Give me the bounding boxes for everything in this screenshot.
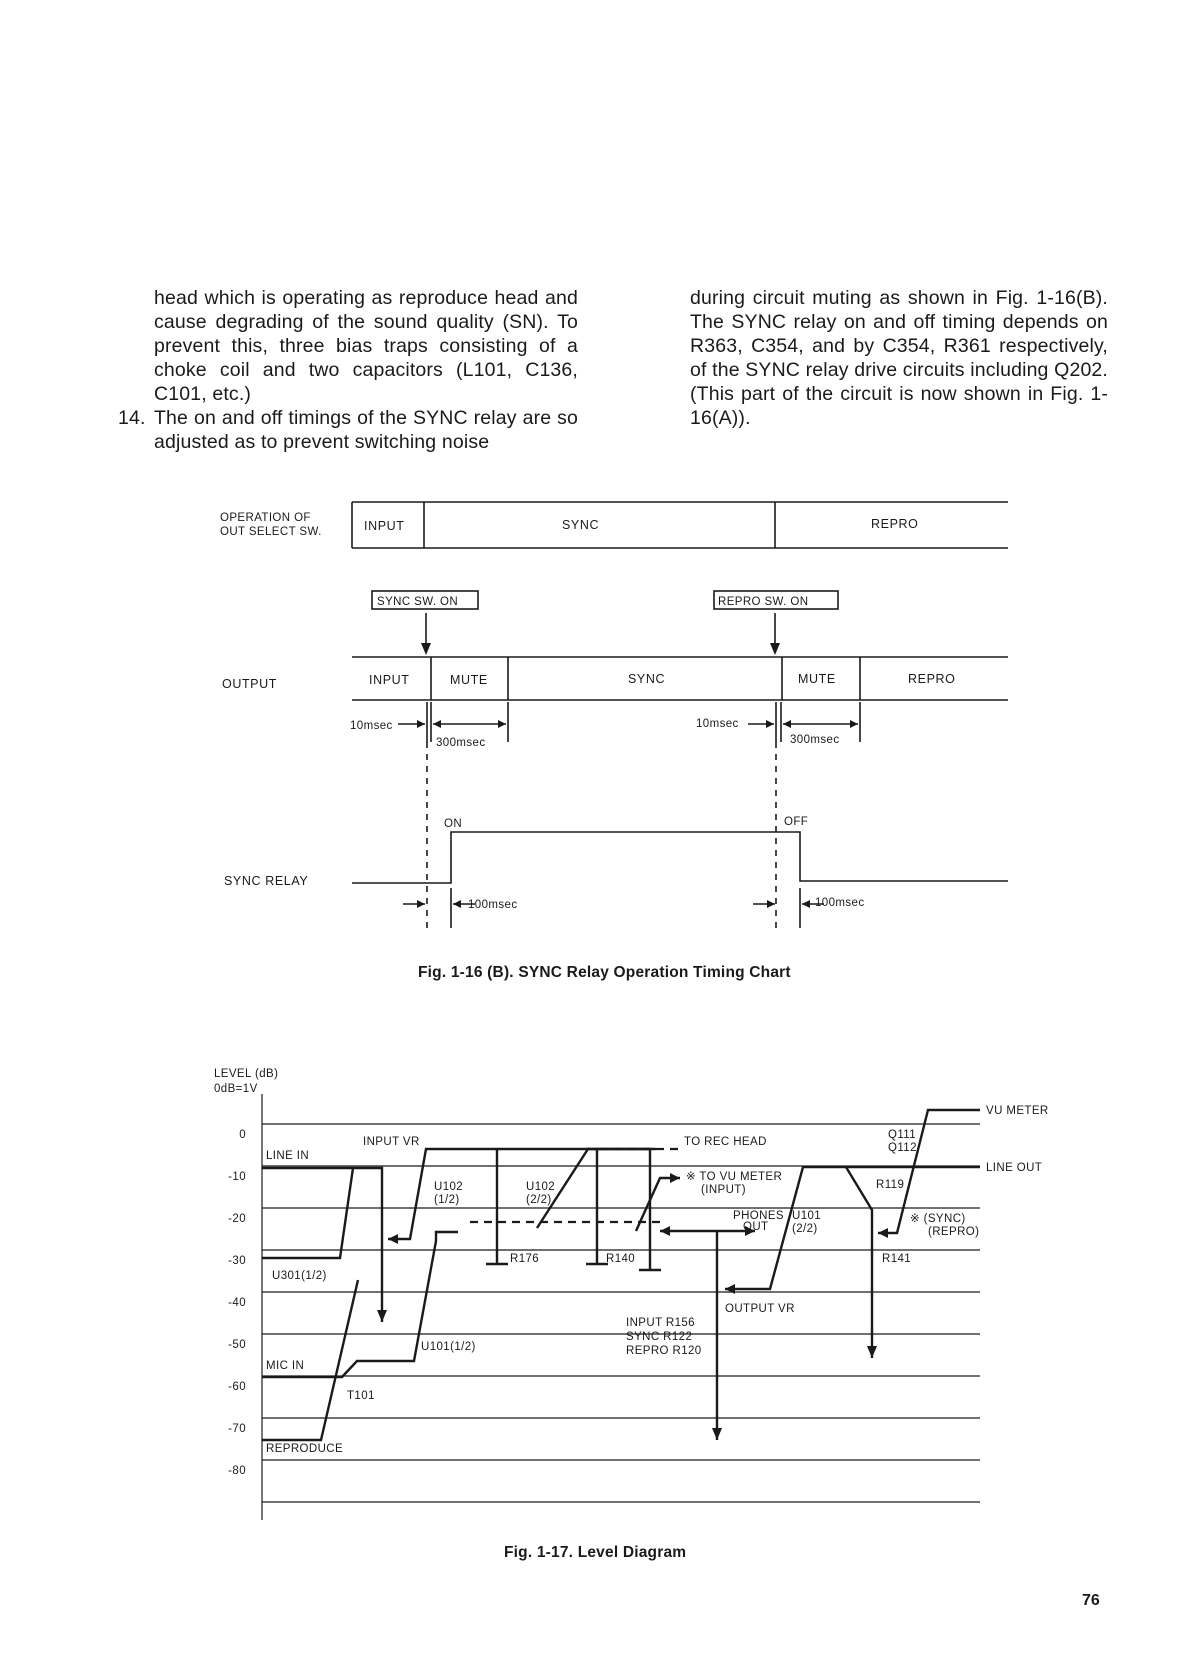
mic-in-path bbox=[262, 1232, 458, 1377]
level-tick-label: -80 bbox=[228, 1465, 246, 1477]
list-item-number: 14. bbox=[118, 407, 146, 429]
level-tick-label: -20 bbox=[228, 1213, 246, 1225]
u102-2-part: (2/2) bbox=[526, 1194, 552, 1206]
level-y-ticks bbox=[228, 1129, 246, 1477]
mute-duration-label-1: 300msec bbox=[436, 737, 486, 749]
arrow-head bbox=[878, 1228, 888, 1238]
level-axis-title-line2: 0dB=1V bbox=[214, 1083, 258, 1095]
u101-2-label: U101 bbox=[792, 1210, 822, 1222]
phones-out-sub: OUT bbox=[743, 1221, 769, 1233]
r141-label: R141 bbox=[882, 1253, 912, 1265]
delay-label-1: 10msec bbox=[350, 720, 393, 732]
relay-on-label: ON bbox=[444, 818, 463, 830]
to-vu-meter-label: ※ TO VU METER bbox=[686, 1171, 783, 1183]
output-row-label: OUTPUT bbox=[222, 677, 277, 691]
operation-cell-sync: SYNC bbox=[562, 518, 600, 532]
u102-1-label: U102 bbox=[434, 1181, 464, 1193]
input-vr-label: INPUT VR bbox=[363, 1136, 420, 1148]
dashed-signal-paths bbox=[470, 1149, 680, 1222]
q111-label: Q111 bbox=[888, 1129, 917, 1141]
level-tick-label: 0 bbox=[239, 1129, 246, 1141]
output-cell-mute-2: MUTE bbox=[798, 672, 836, 686]
t101-label: T101 bbox=[347, 1390, 375, 1402]
level-axis-title-line1: LEVEL (dB) bbox=[214, 1068, 279, 1080]
relay-delay-label-1: 100msec bbox=[468, 899, 518, 911]
operation-label-line1: OPERATION OF bbox=[220, 512, 311, 524]
arrow-head bbox=[660, 1226, 670, 1236]
u301-label: U301(1/2) bbox=[272, 1270, 327, 1282]
arrow-head bbox=[377, 1310, 387, 1322]
r140-label: R140 bbox=[606, 1253, 636, 1265]
u102-path bbox=[537, 1149, 650, 1270]
paragraph-bias-traps: head which is operating as reproduce head and cause degrading of the sound quality (SN). To prevent this, three bias traps consisting of a choke coil and two capacitors (L101, C136, C101, etc.) bbox=[154, 287, 578, 405]
phones-out-label: PHONES bbox=[733, 1210, 784, 1222]
line-in-path bbox=[262, 1168, 382, 1322]
u102-1-part: (1/2) bbox=[434, 1194, 460, 1206]
output-cell-input: INPUT bbox=[369, 673, 410, 687]
line-out-label: LINE OUT bbox=[986, 1162, 1043, 1174]
u101-1-label: U101(1/2) bbox=[421, 1341, 476, 1353]
page-number: 76 bbox=[1082, 1592, 1100, 1609]
sync-note-label: ※ (SYNC) bbox=[910, 1213, 966, 1225]
output-cell-repro: REPRO bbox=[908, 672, 956, 686]
level-tick-label: -70 bbox=[228, 1423, 246, 1435]
repro-r120-label: REPRO R120 bbox=[626, 1345, 702, 1357]
r176-label: R176 bbox=[510, 1253, 540, 1265]
line-in-label: LINE IN bbox=[266, 1150, 310, 1162]
relay-off-label: OFF bbox=[784, 816, 809, 828]
relay-delay-label-2: 100msec bbox=[815, 897, 865, 909]
arrow-head bbox=[712, 1428, 722, 1440]
arrow-head bbox=[670, 1173, 680, 1183]
level-tick-label: -10 bbox=[228, 1171, 246, 1183]
level-tick-label: -50 bbox=[228, 1339, 246, 1351]
operation-label-line2: OUT SELECT SW. bbox=[220, 526, 322, 538]
sync-switch-label: SYNC SW. ON bbox=[377, 596, 459, 608]
list-item-text: The on and off timings of the SYNC relay are so adjusted as to prevent switching noise bbox=[154, 407, 578, 453]
level-tick-label: -40 bbox=[228, 1297, 246, 1309]
figure-1-16-caption: Fig. 1-16 (B). SYNC Relay Operation Timing Chart bbox=[418, 964, 791, 981]
level-tick-label: -60 bbox=[228, 1381, 246, 1393]
operation-cell-repro: REPRO bbox=[871, 517, 919, 531]
output-cell-sync: SYNC bbox=[628, 672, 666, 686]
output-vr-label: OUTPUT VR bbox=[725, 1303, 795, 1315]
to-rec-head-label: TO REC HEAD bbox=[684, 1136, 767, 1148]
sync-r122-label: SYNC R122 bbox=[626, 1331, 693, 1343]
figure-1-17-caption: Fig. 1-17. Level Diagram bbox=[504, 1544, 687, 1561]
vu-meter-label: VU METER bbox=[986, 1105, 1049, 1117]
output-cell-mute: MUTE bbox=[450, 673, 488, 687]
mute-duration-label-2: 300msec bbox=[790, 734, 840, 746]
operation-cell-input: INPUT bbox=[364, 519, 405, 533]
q112-label: Q112 bbox=[888, 1142, 917, 1154]
delay-label-2: 10msec bbox=[696, 718, 739, 730]
u102-2-label: U102 bbox=[526, 1181, 556, 1193]
to-vu-meter-sub: (INPUT) bbox=[701, 1184, 746, 1196]
mic-in-label: MIC IN bbox=[266, 1360, 305, 1372]
input-r156-label: INPUT R156 bbox=[626, 1317, 695, 1329]
reproduce-label: REPRODUCE bbox=[266, 1443, 344, 1455]
r119-label: R119 bbox=[876, 1179, 905, 1191]
repro-switch-label: REPRO SW. ON bbox=[718, 596, 809, 608]
paragraph-sync-relay-timing: during circuit muting as shown in Fig. 1-16(B). The SYNC relay on and off timing depends on R363, C354, and by C354, R361 respectively, of the SYNC relay drive circuits including Q202. (This part of the circuit is now shown in Fig. 1-16(A)). bbox=[690, 287, 1108, 429]
r119-path bbox=[846, 1167, 872, 1358]
sync-relay-row-label: SYNC RELAY bbox=[224, 874, 309, 888]
arrow-head bbox=[867, 1346, 877, 1358]
u101-2-part: (2/2) bbox=[792, 1223, 818, 1235]
arrow-head bbox=[388, 1234, 398, 1244]
u301-path bbox=[262, 1168, 353, 1258]
input-vr-path bbox=[388, 1149, 656, 1239]
repro-note-label: (REPRO) bbox=[928, 1226, 980, 1238]
level-tick-label: -30 bbox=[228, 1255, 246, 1267]
